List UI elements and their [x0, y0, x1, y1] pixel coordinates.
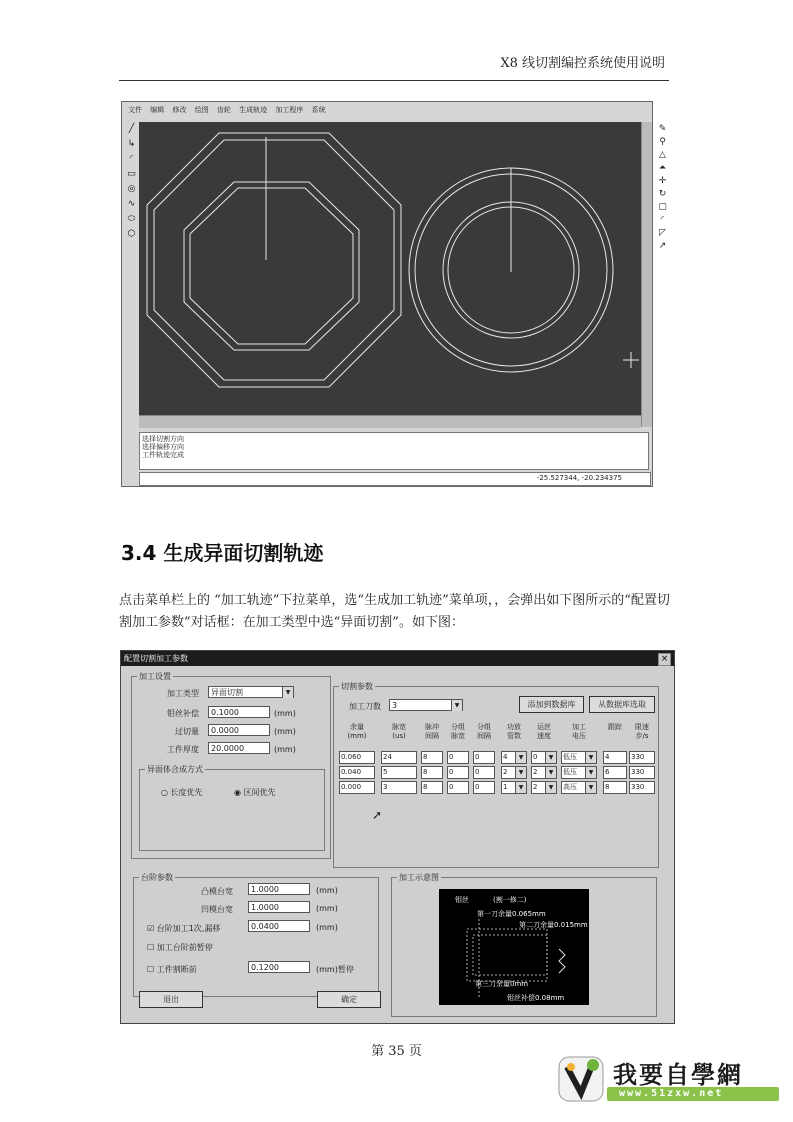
combine-group	[139, 769, 325, 851]
param-cell-value: 0	[475, 783, 480, 791]
console-line: 工件轨迹完成	[142, 451, 184, 459]
canvas-hscroll[interactable]	[139, 415, 641, 428]
menu-item[interactable]: 生成轨迹	[239, 106, 268, 114]
fillet-icon[interactable]: ◜	[660, 215, 665, 225]
wire-comp-label: 钼丝补偿	[167, 709, 199, 718]
allowance1-label: 第一刀余量0.065mm	[477, 910, 546, 918]
column-header: 余量 (mm)	[347, 723, 367, 740]
page-number: 第 35 页	[371, 1044, 422, 1059]
machining-setup-legend: 加工设置	[139, 672, 171, 681]
param-cell-value: 3	[383, 783, 388, 791]
dropdown-arrow-icon[interactable]: ▼	[282, 687, 293, 698]
param-cell-value: 4	[605, 753, 610, 761]
allowance2-label: 第二刀余量0.015mm	[519, 921, 588, 929]
unit-label: (mm)	[274, 709, 296, 718]
pause-unit-label: (mm)暂停	[316, 965, 354, 974]
draw-toolbar	[124, 124, 139, 524]
param-cell[interactable]	[603, 766, 627, 779]
param-cell[interactable]	[421, 781, 443, 794]
radio-interval[interactable]: ◉ 区间优先	[234, 788, 276, 797]
dropdown-arrow-icon[interactable]: ▼	[515, 782, 526, 793]
preview-legend: 加工示意图	[399, 873, 439, 882]
param-cell-value: 5	[383, 768, 388, 776]
ellipse-tool-icon[interactable]: ⬭	[127, 214, 136, 224]
param-cell-value: 8	[605, 783, 610, 791]
param-cell[interactable]	[473, 751, 495, 764]
logo-text: 我要自學網	[613, 1061, 743, 1089]
passes-value: 3	[392, 701, 398, 710]
modify-toolbar	[654, 124, 671, 254]
header-rule	[119, 80, 669, 81]
copy-icon[interactable]: ▢	[658, 202, 667, 212]
site-logo	[557, 1053, 783, 1105]
param-cell-value: 8	[423, 768, 428, 776]
command-console	[139, 432, 649, 470]
param-cell[interactable]	[501, 766, 527, 779]
param-cell[interactable]	[561, 751, 597, 764]
cut-params-legend: 切割参数	[341, 682, 373, 691]
unit-label: (mm)	[274, 745, 296, 754]
octagon-inner	[184, 182, 359, 350]
config-dialog	[120, 650, 675, 1024]
param-cell-value: 0	[449, 783, 454, 791]
param-cell-value: 6	[605, 768, 610, 776]
menu-item[interactable]: 绘图	[194, 106, 209, 114]
param-cell[interactable]	[339, 781, 375, 794]
column-header: 脉宽 (us)	[392, 723, 406, 740]
console-line: 选择切割方向	[142, 435, 184, 443]
spline-tool-icon[interactable]: ∿	[127, 199, 136, 209]
param-cell-value: 低压	[563, 753, 577, 761]
radio-length[interactable]: ○ 长度优先	[161, 788, 203, 797]
convex-input[interactable]: 1.0000	[248, 883, 310, 895]
param-cell[interactable]	[561, 781, 597, 794]
section-number: 3.4	[121, 541, 157, 565]
param-cell[interactable]	[473, 766, 495, 779]
page-header: X8 线切割编控系统使用说明	[500, 56, 665, 71]
mouse-cursor-icon: ➚	[372, 808, 383, 822]
param-cell-value: 24	[383, 753, 392, 761]
dialog-titlebar	[121, 651, 674, 666]
overcut-label: 过切量	[175, 727, 199, 736]
logo-url: www.51zxw.net	[619, 1088, 724, 1099]
dropdown-arrow-icon[interactable]: ▼	[451, 700, 462, 711]
dropdown-arrow-icon[interactable]: ▼	[585, 782, 596, 793]
rectangle-tool-icon[interactable]: ▭	[127, 169, 136, 179]
param-cell-value: 低压	[563, 768, 577, 776]
dropdown-arrow-icon[interactable]: ▼	[545, 782, 556, 793]
radio-length-label: 长度优先	[170, 788, 203, 797]
param-cell-value: 1	[503, 783, 508, 791]
param-cell[interactable]	[339, 766, 375, 779]
passes-label: 加工刀数	[349, 702, 381, 711]
param-cell-value: 2	[533, 783, 538, 791]
unit-label: (mm)	[316, 923, 338, 932]
preview-image	[439, 889, 589, 1005]
param-cell-value: 330	[631, 768, 645, 776]
param-cell-value: 330	[631, 753, 645, 761]
param-cell-value: 330	[631, 783, 645, 791]
pause-cut-label: 工件割断前	[156, 965, 197, 974]
column-header: 限速 步/s	[635, 723, 649, 740]
pause-cut-input[interactable]: 0.1200	[248, 961, 310, 973]
param-cell[interactable]	[421, 766, 443, 779]
polygon-tool-icon[interactable]: ⬡	[127, 229, 136, 239]
step-check-label: 台阶加工1次,漏移	[156, 924, 221, 933]
octagon-inner-offset	[190, 188, 353, 344]
polyline-tool-icon[interactable]: ↳	[127, 139, 136, 149]
rotate-icon[interactable]: ↻	[658, 189, 667, 199]
param-cell[interactable]	[381, 751, 417, 764]
param-cell[interactable]	[447, 766, 469, 779]
unit-label: (mm)	[316, 886, 338, 895]
thickness-label: 工件厚度	[167, 745, 199, 754]
param-cell-value: 8	[423, 753, 428, 761]
step-input[interactable]: 0.0400	[248, 920, 310, 932]
move-icon[interactable]: ✛	[658, 176, 667, 186]
menu-item[interactable]: 文件	[128, 106, 142, 114]
param-cell-value: 0.040	[341, 768, 362, 776]
type-label: 加工类型	[167, 689, 199, 698]
column-header: 加工 电压	[572, 723, 586, 740]
param-cell-value: 0	[533, 753, 538, 761]
column-header: 脉冲 间隔	[425, 723, 439, 740]
radio-interval-label: 区间优先	[243, 788, 276, 797]
triangle-icon[interactable]: △	[659, 150, 666, 160]
section-heading	[121, 537, 323, 566]
param-cell[interactable]	[421, 751, 443, 764]
param-cell[interactable]	[381, 781, 417, 794]
param-cell-value: 0	[449, 768, 454, 776]
param-cell-value: 4	[503, 753, 508, 761]
param-cell[interactable]	[629, 751, 655, 764]
dropdown-arrow-icon[interactable]: ▼	[545, 767, 556, 778]
column-header: 功放 管数	[507, 723, 521, 740]
param-cell[interactable]	[339, 751, 375, 764]
pen-icon[interactable]: ✎	[658, 124, 667, 134]
menu-item[interactable]: 系统	[311, 106, 326, 114]
param-cell[interactable]	[447, 781, 469, 794]
param-cell[interactable]	[561, 766, 597, 779]
param-cell-value: 0	[475, 753, 480, 761]
cad-screenshot	[121, 101, 667, 487]
param-cell[interactable]	[531, 751, 557, 764]
param-cell[interactable]	[501, 781, 527, 794]
type-select[interactable]	[208, 686, 294, 698]
overcut-input[interactable]: 0.0000	[208, 724, 270, 736]
drawing-svg	[139, 122, 641, 415]
close-icon[interactable]: ×	[658, 653, 671, 666]
param-cell-value: 0	[475, 768, 480, 776]
dropdown-arrow-icon[interactable]: ▼	[515, 752, 526, 763]
cad-canvas[interactable]	[139, 122, 641, 415]
param-cell-value: 2	[533, 768, 538, 776]
chamfer-icon[interactable]: ◸	[659, 228, 666, 238]
param-cell[interactable]	[531, 781, 557, 794]
dropdown-arrow-icon[interactable]: ▼	[585, 767, 596, 778]
dropdown-arrow-icon[interactable]: ▼	[545, 752, 556, 763]
menu-item[interactable]: 修改	[172, 106, 187, 114]
menu-item[interactable]: 齿轮	[216, 106, 231, 114]
arc-tool-icon[interactable]: ◜	[129, 154, 134, 164]
step-checkbox[interactable]: ☑ 台阶加工1次,漏移	[147, 924, 221, 933]
unit-label: (mm)	[274, 727, 296, 736]
canvas-vscroll[interactable]	[641, 122, 652, 427]
read-db-button[interactable]: 从数据库选取	[589, 696, 655, 713]
dropdown-arrow-icon[interactable]: ▼	[515, 767, 526, 778]
pause-cut-checkbox[interactable]: ☐ 工件割断前	[147, 965, 197, 974]
console-line: 选择偏移方向	[142, 443, 184, 451]
menu-item[interactable]: 加工程序	[275, 106, 304, 114]
pause-before-checkbox[interactable]: ☐ 加工台阶前暂停	[147, 943, 213, 952]
param-cell[interactable]	[629, 766, 655, 779]
convex-label: 凸模台宽	[201, 887, 233, 896]
param-cell-value: 高压	[563, 783, 577, 791]
param-cell[interactable]	[629, 781, 655, 794]
column-header: 运丝 速度	[537, 723, 551, 740]
column-header: 分组 脉宽	[451, 723, 465, 740]
mirror-icon[interactable]: ↗	[658, 241, 667, 251]
ok-button[interactable]: 确定	[317, 991, 381, 1008]
thickness-input[interactable]: 20.0000	[208, 742, 270, 754]
column-header: 分组 间隔	[477, 723, 491, 740]
param-cell[interactable]	[447, 751, 469, 764]
column-header: 跟踪	[608, 723, 622, 731]
param-cell[interactable]	[531, 766, 557, 779]
step-legend: 台阶参数	[141, 873, 173, 882]
param-cell[interactable]	[603, 751, 627, 764]
add-db-button[interactable]: 添加到数据库	[519, 696, 584, 713]
type-value: 异面切割	[211, 688, 243, 697]
section-title: 生成异面切割轨迹	[163, 541, 324, 565]
param-cell[interactable]	[501, 751, 527, 764]
trim-icon[interactable]: ⏶	[658, 163, 667, 173]
concave-input[interactable]: 1.0000	[248, 901, 310, 913]
line-tool-icon[interactable]: ╱	[128, 124, 135, 134]
allowance3-label: 第三刀余量0mm	[475, 980, 529, 988]
param-cell-value: 0	[449, 753, 454, 761]
wire-label: 钼丝	[455, 896, 469, 904]
exit-button[interactable]: 退出	[139, 991, 203, 1008]
zoom-icon[interactable]: ⚲	[659, 137, 666, 147]
param-cell[interactable]	[473, 781, 495, 794]
cad-menubar	[122, 102, 652, 118]
dialog-title: 配置切割加工参数	[124, 654, 188, 663]
param-cell[interactable]	[603, 781, 627, 794]
param-cell-value: 2	[503, 768, 508, 776]
circle-tool-icon[interactable]: ◎	[127, 184, 136, 194]
unit-label: (mm)	[316, 904, 338, 913]
first-pass-label: (割一修二)	[493, 896, 527, 904]
dropdown-arrow-icon[interactable]: ▼	[585, 752, 596, 763]
param-cell-value: 0.000	[341, 783, 362, 791]
wire-comp-input[interactable]: 0.1000	[208, 706, 270, 718]
passes-select[interactable]	[389, 699, 463, 711]
concave-label: 凹模台宽	[201, 905, 233, 914]
coordinate-readout: -25.527344, -20.234375	[536, 474, 622, 482]
octagon-outer-offset	[147, 133, 401, 387]
menu-item[interactable]: 编辑	[150, 106, 165, 114]
section-paragraph: 点击菜单栏上的 “加工轨迹”下拉菜单，选“生成加工轨迹”菜单项，，会弹出如下图所示的“配置切割加工参数”对话框：在加工类型中选“异面切割”。如下图：	[119, 593, 670, 630]
param-cell-value: 8	[423, 783, 428, 791]
wire-comp-note: 钼丝补偿0.08mm	[507, 994, 565, 1002]
combine-legend: 异面体合成方式	[147, 765, 203, 774]
status-bar	[139, 472, 651, 486]
param-cell[interactable]	[381, 766, 417, 779]
pause-before-label: 加工台阶前暂停	[156, 943, 213, 952]
param-cell-value: 0.060	[341, 753, 362, 761]
